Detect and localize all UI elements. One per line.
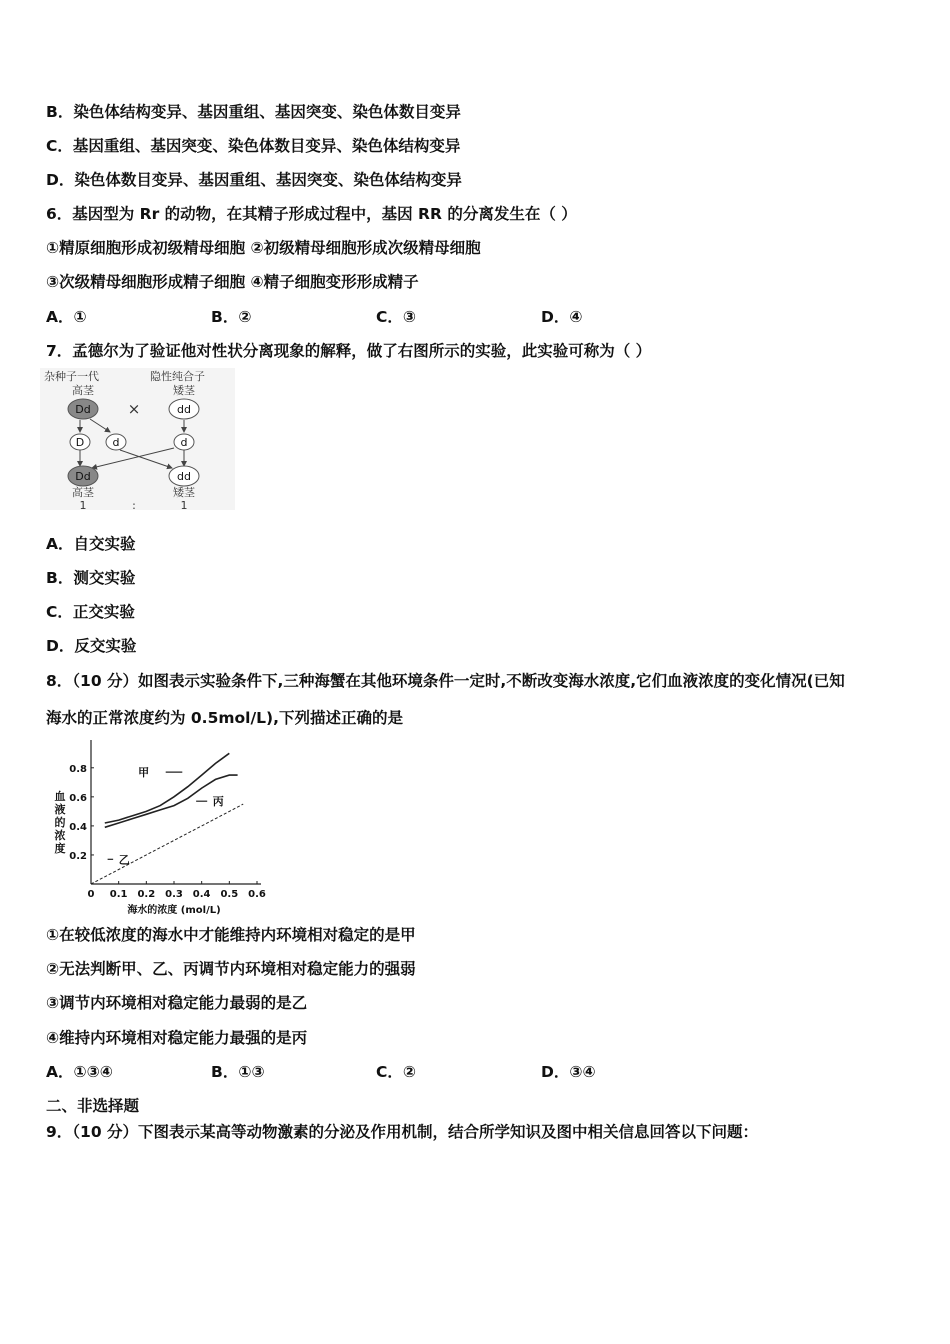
y-tick-label: 0.8 bbox=[69, 763, 87, 775]
q6-option-c: C．③ bbox=[376, 308, 416, 326]
series-name-label: 乙 bbox=[118, 853, 130, 867]
q8-option-d: D．③④ bbox=[541, 1063, 596, 1081]
q8-option-c: C．② bbox=[376, 1063, 416, 1081]
q8-statement-3: ③调节内环境相对稳定能力最弱的是乙 bbox=[46, 994, 308, 1012]
label-recessive: 隐性纯合子 bbox=[150, 370, 205, 383]
offspring-left-label: Dd bbox=[75, 470, 91, 483]
y-axis-label-char: 的 bbox=[54, 816, 66, 829]
gamete-D-label: D bbox=[75, 436, 85, 449]
x-tick-label: 0.3 bbox=[165, 889, 183, 900]
gamete-d-left-label: d bbox=[112, 436, 120, 449]
testcross-diagram bbox=[40, 368, 235, 510]
q7-option-d: D．反交实验 bbox=[46, 637, 137, 655]
q6-stem: 6．基因型为 Rr 的动物，在其精子形成过程中，基因 RR 的分离发生在（ ） bbox=[46, 205, 577, 223]
y-tick-label: 0.4 bbox=[69, 821, 87, 833]
q6-option-d: D．④ bbox=[541, 308, 583, 326]
q8-statement-1: ①在较低浓度的海水中才能维持内环境相对稳定的是甲 bbox=[46, 926, 416, 944]
q7-stem: 7．孟德尔为了验证他对性状分离现象的解释，做了右图所示的实验，此实验可称为（ ） bbox=[46, 342, 652, 360]
q6-item-line1: ①精原细胞形成初级精母细胞 ②初级精母细胞形成次级精母细胞 bbox=[46, 239, 481, 257]
q6-option-b: B．② bbox=[211, 308, 252, 326]
series-name-label: 丙 bbox=[212, 795, 224, 809]
x-tick-label: 0.1 bbox=[109, 889, 128, 900]
q5-option-b: B．染色体结构变异、基因重组、基因突变、染色体数目变异 bbox=[46, 103, 461, 121]
section-heading: 二、非选择题 bbox=[46, 1097, 140, 1115]
x-tick-label: 0.2 bbox=[137, 889, 156, 900]
ratio-left: 1 bbox=[79, 499, 87, 510]
x-axis-label: 海水的浓度 (mol/L) bbox=[127, 905, 221, 916]
q7-option-c: C．正交实验 bbox=[46, 603, 135, 621]
q5-option-d: D．染色体数目变异、基因重组、基因突变、染色体结构变异 bbox=[46, 171, 462, 189]
y-axis-label-char: 浓 bbox=[54, 829, 66, 842]
q8-statement-4: ④维持内环境相对稳定能力最强的是丙 bbox=[46, 1029, 308, 1047]
q5-option-c: C．基因重组、基因突变、染色体数目变异、染色体结构变异 bbox=[46, 137, 461, 155]
q7-option-b: B．测交实验 bbox=[46, 569, 136, 587]
series-line-2 bbox=[91, 804, 243, 884]
label-tall-bottom: 高茎 bbox=[72, 486, 94, 499]
q9-stem: 9．（10 分）下图表示某高等动物激素的分泌及作用机制，结合所学知识及图中相关信息回答以下问题： bbox=[46, 1123, 759, 1141]
offspring-right-label: dd bbox=[177, 470, 191, 483]
q8-statement-2: ②无法判断甲、乙、丙调节内环境相对稳定能力的强弱 bbox=[46, 960, 416, 978]
y-axis-label-char: 度 bbox=[54, 842, 66, 855]
q8-stem-line1: 8．（10 分）如图表示实验条件下,三种海蟹在其他环境条件一定时,不断改变海水浓度,它们血液浓度的变化情况(已知 bbox=[46, 672, 845, 690]
q6-option-a: A．① bbox=[46, 308, 87, 326]
label-short-top: 矮茎 bbox=[173, 384, 195, 397]
x-tick-label: 0.4 bbox=[192, 889, 211, 900]
ratio-right: 1 bbox=[180, 499, 188, 510]
label-short-bottom: 矮茎 bbox=[173, 486, 195, 499]
x-tick-label: 0.5 bbox=[220, 889, 239, 900]
parent-left-label: Dd bbox=[75, 403, 91, 416]
y-axis-label-char: 液 bbox=[54, 803, 66, 816]
q7-option-a: A．自交实验 bbox=[46, 535, 136, 553]
q8-stem-line2: 海水的正常浓度约为 0.5mol/L),下列描述正确的是 bbox=[46, 709, 403, 727]
series-line-1 bbox=[105, 753, 230, 823]
series-name-label: 甲 bbox=[138, 766, 150, 780]
y-tick-label: 0.2 bbox=[69, 850, 87, 862]
y-axis-label-char: 血 bbox=[54, 790, 66, 803]
ratio-separator: : bbox=[132, 499, 136, 510]
label-hybrid-f1: 杂种子一代 bbox=[44, 370, 99, 383]
blood-concentration-chart bbox=[46, 738, 276, 916]
q6-item-line2: ③次级精母细胞形成精子细胞 ④精子细胞变形形成精子 bbox=[46, 273, 419, 291]
label-tall-top: 高茎 bbox=[72, 384, 94, 397]
cross-symbol: × bbox=[127, 400, 141, 418]
x-tick-label: 0 bbox=[87, 889, 95, 900]
parent-right-label: dd bbox=[177, 403, 191, 416]
y-tick-label: 0.6 bbox=[69, 792, 87, 804]
x-tick-label: 0.6 bbox=[248, 889, 266, 900]
q8-option-b: B．①③ bbox=[211, 1063, 265, 1081]
gamete-d-right-label: d bbox=[180, 436, 188, 449]
q8-option-a: A．①③④ bbox=[46, 1063, 113, 1081]
